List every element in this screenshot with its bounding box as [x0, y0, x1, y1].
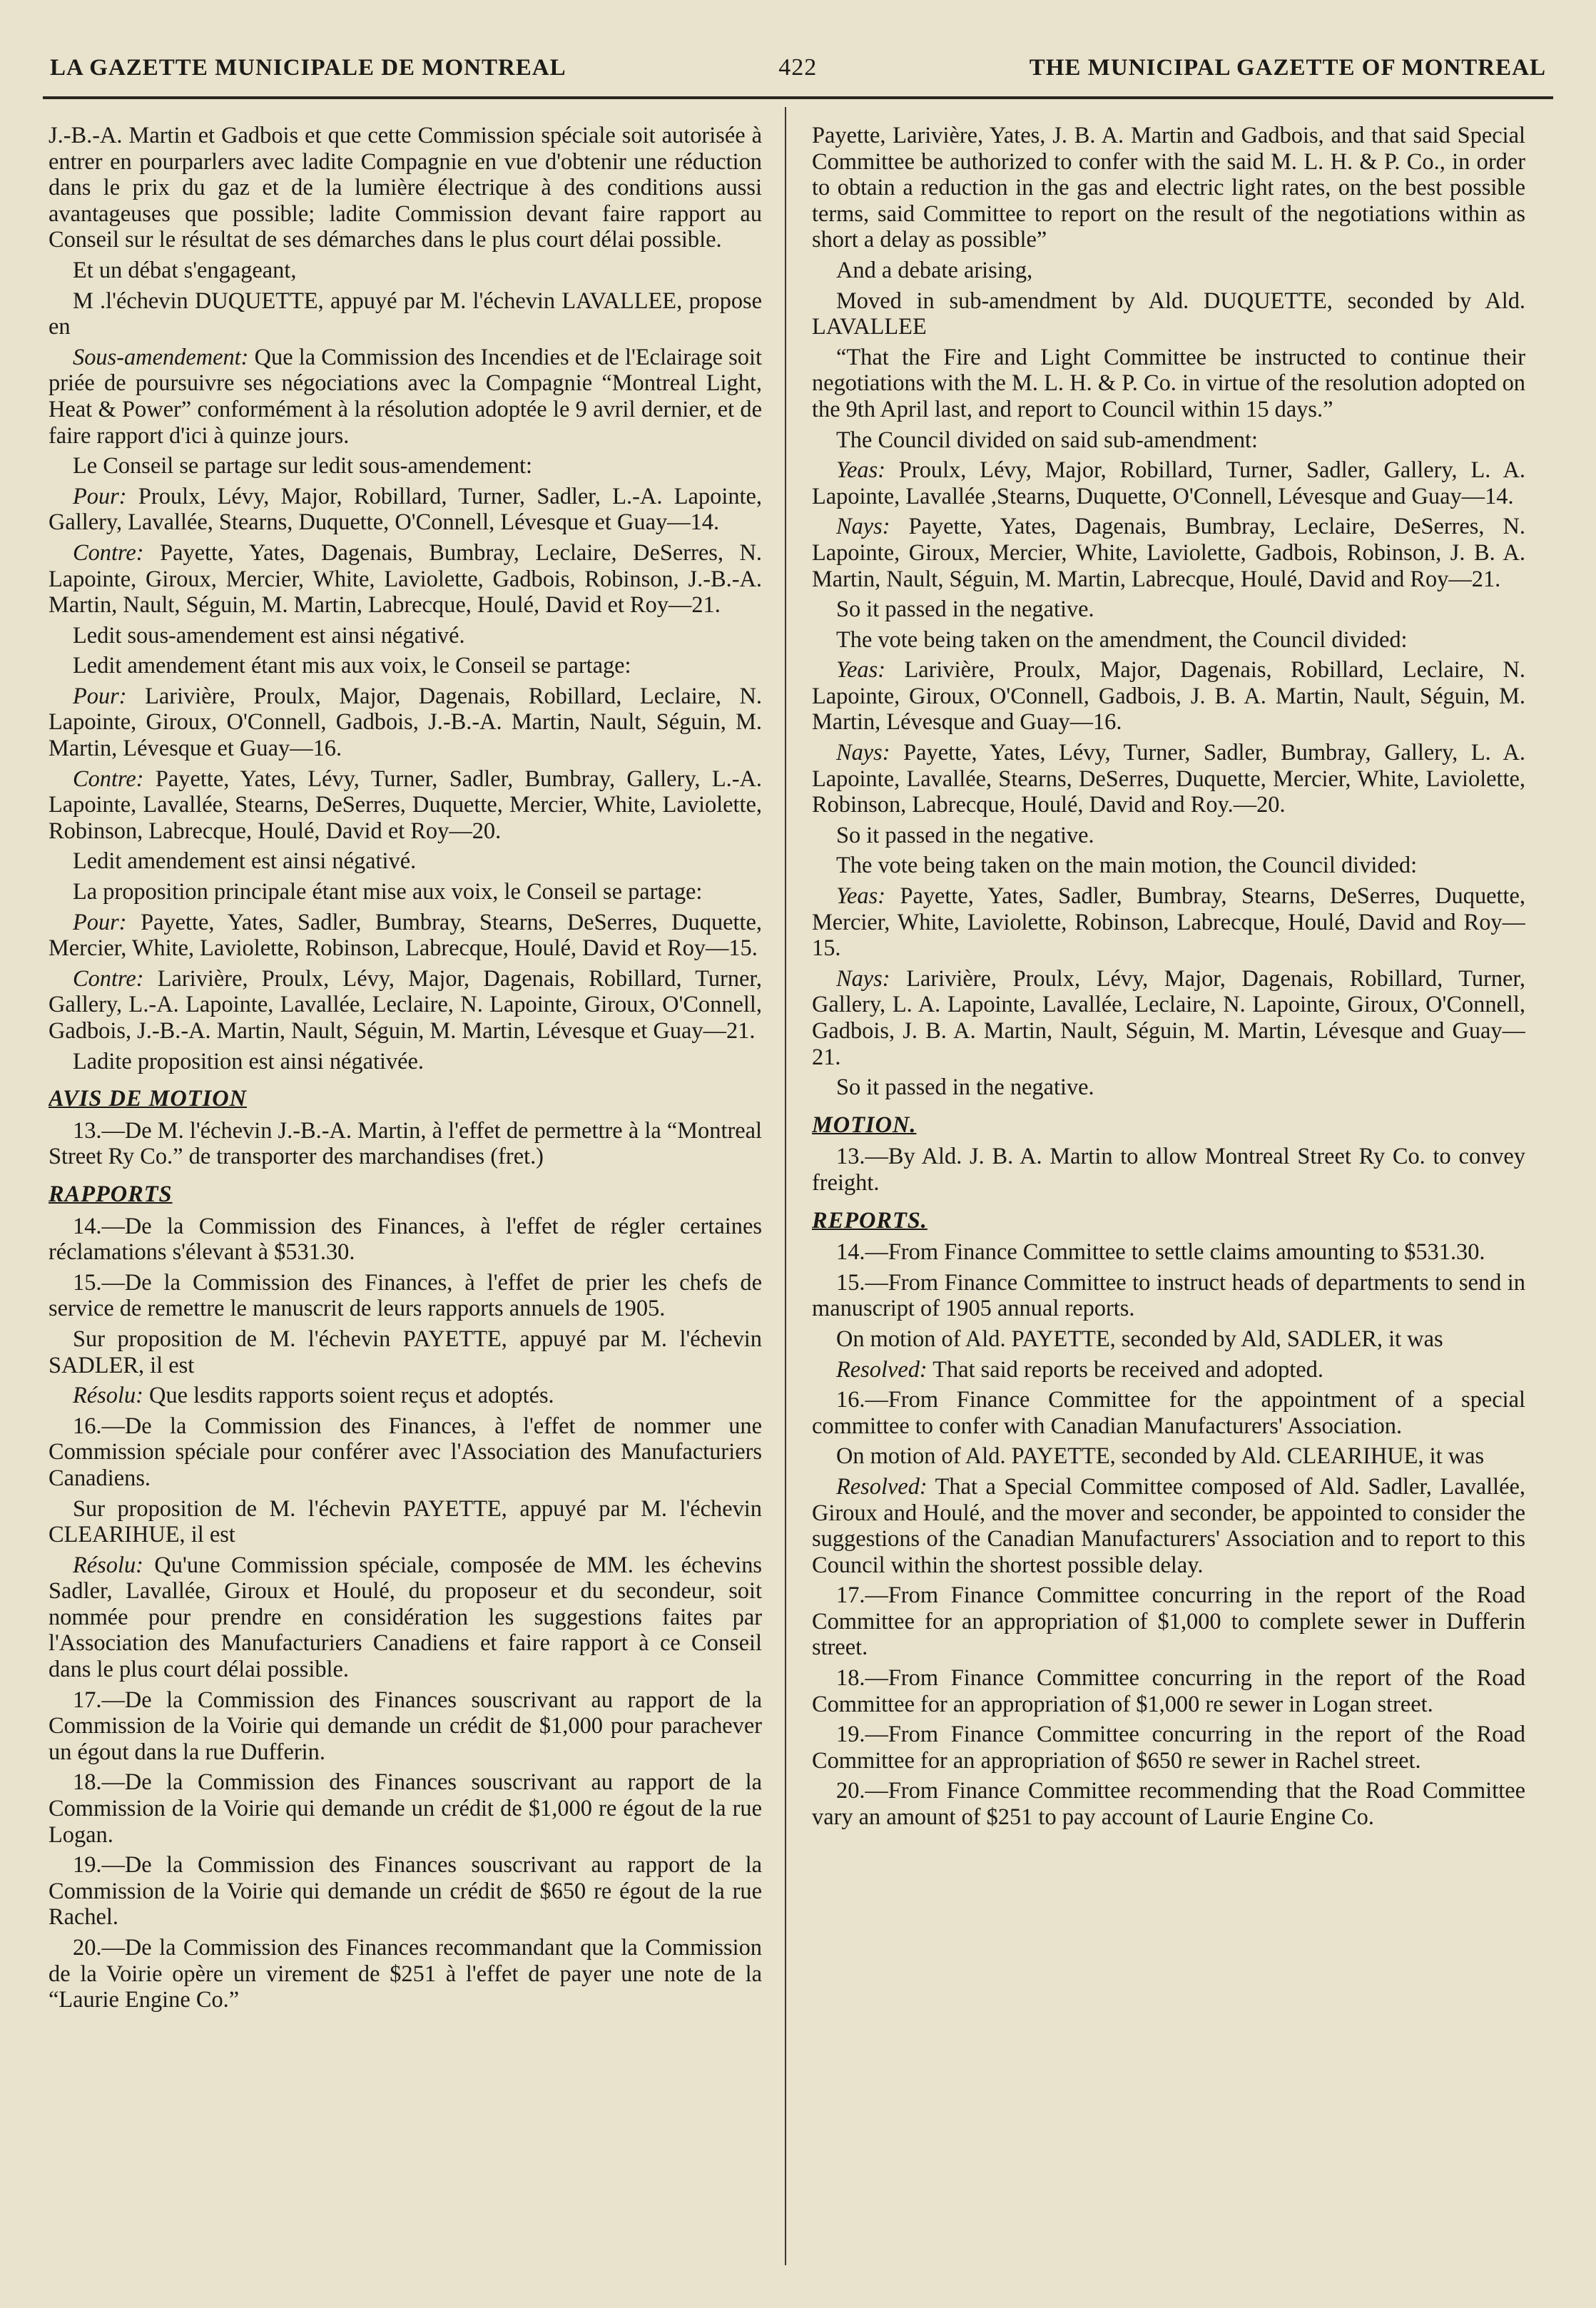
- vote-paragraph: [49, 540, 762, 619]
- paragraph: Le Conseil se partage sur ledit sous-amendement:: [73, 453, 533, 479]
- vote-paragraph: [49, 484, 762, 536]
- paragraph-text: Larivière, Proulx, Lévy, Major, Dagenais, Robillard, Turner, Gallery, L.-A. Lapointe, Lavallée, Leclaire, N. Lapointe, Giroux, O'Connell, Gadbois, J.-B.-A. Martin, Nault, Séguin, M. Martin, Lévesque et Guay—21.: [49, 965, 762, 1044]
- section-heading: RAPPORTS: [49, 1181, 173, 1207]
- paragraph: 15.—De la Commission des Finances, à l'effet de prier les chefs de service de remettre le manuscrit de leurs rapports annuels de 1905.: [49, 1269, 762, 1322]
- english-column: [812, 123, 1525, 2279]
- paragraph-lead-label: Contre:: [73, 539, 144, 566]
- paragraph: Moved in sub-amendment by Ald. DUQUETTE, seconded by Ald. LAVALLEE: [812, 288, 1525, 340]
- paragraph-lead-label: Pour:: [73, 683, 127, 709]
- paragraph-lead-label: Yeas:: [836, 457, 886, 484]
- paragraph: 18.—From Finance Committee concurring in the report of the Road Committee for an appropriation of $1,000 re sewer in Logan street.: [812, 1665, 1525, 1717]
- paragraph: La proposition principale étant mise aux voix, le Conseil se partage:: [73, 879, 703, 905]
- vote-paragraph: [49, 1383, 762, 1409]
- paragraph: Ledit sous-amendement est ainsi négativé.: [73, 622, 465, 649]
- header-left-title: LA GAZETTE MUNICIPALE DE MONTREAL: [50, 54, 566, 81]
- paragraph-text: Larivière, Proulx, Major, Dagenais, Robillard, Leclaire, N. Lapointe, Giroux, O'Connell, Gadbois, J. B. A. Martin, Nault, Séguin, M. Martin, Lévesque and Guay—16.: [812, 657, 1525, 736]
- paragraph-text: Payette, Yates, Sadler, Bumbray, Stearns, DeSerres, Duquette, Mercier, White, Laviolette, Robinson, Labrecque, Houlé, David and Roy—15.: [812, 883, 1525, 962]
- vote-paragraph: [49, 345, 762, 449]
- paragraph: So it passed in the negative.: [836, 822, 1094, 848]
- paragraph-lead-label: Pour:: [73, 909, 127, 935]
- paragraph: Ledit amendement étant mis aux voix, le Conseil se partage:: [73, 653, 631, 679]
- paragraph-text: Payette, Yates, Dagenais, Bumbray, Leclaire, DeSerres, N. Lapointe, Giroux, Mercier, White, Laviolette, Gadbois, Robinson, J.-B.-A. Martin, Nault, Séguin, M. Martin, Labrecque, Houlé, David et Roy—21.: [49, 539, 762, 619]
- paragraph: 17.—From Finance Committee concurring in the report of the Road Committee for an appropriation of $1,000 to complete sewer in Dufferin street.: [812, 1582, 1525, 1661]
- vote-paragraph: [49, 966, 762, 1044]
- paragraph: 13.—De M. l'échevin J.-B.-A. Martin, à l'effet de permettre à la “Montreal Street Ry Co.” de transporter des marchandises (fret.): [49, 1117, 762, 1170]
- paragraph-text: Larivière, Proulx, Major, Dagenais, Robillard, Leclaire, N. Lapointe, Giroux, O'Connell, Gadbois, J.-B.-A. Martin, Nault, Séguin, M. Martin, Lévesque et Guay—16.: [49, 683, 762, 762]
- paragraph-text: Qu'une Commission spéciale, composée de MM. les échevins Sadler, Lavallée, Giroux et Houlé, du proposeur et du secondeur, soit nommée pour prendre en considération les suggestions faites par l'Association des Manufacturiers Canadiens et faire rapport à ce Conseil dans le plus court délai possible.: [49, 1552, 762, 1683]
- paragraph-text: Proulx, Lévy, Major, Robillard, Turner, Sadler, Gallery, L. A. Lapointe, Lavallée ,Stearns, Duquette, O'Connell, Lévesque and Guay—14.: [812, 457, 1525, 509]
- paragraph: Ledit amendement est ainsi négativé.: [73, 848, 417, 875]
- paragraph-text: That said reports be received and adopted.: [927, 1356, 1323, 1383]
- paragraph: So it passed in the negative.: [836, 596, 1094, 623]
- paragraph: J.-B.-A. Martin et Gadbois et que cette Commission spéciale soit autorisée à entrer en pourparlers avec ladite Compagnie en vue d'obtenir une réduction dans le prix du gaz et de la lumière électrique à des conditions aussi avantageuses que possible; ladite Commission devant faire rapport au Conseil sur le résultat de ses démarches dans le plus court délai possible.: [49, 123, 762, 253]
- paragraph: 18.—De la Commission des Finances souscrivant au rapport de la Commission de la Voirie qui demande un crédit de $1,000 re égout de la rue Logan.: [49, 1769, 762, 1848]
- paragraph-text: Que la Commission des Incendies et de l'Eclairage soit priée de poursuivre ses négociations avec la Compagnie “Montreal Light, Heat & Power” conformément à la résolution adoptée le 9 avril dernier, et de faire rapport d'ici à quinze jours.: [49, 344, 762, 449]
- section-heading: AVIS DE MOTION: [49, 1086, 247, 1112]
- header-rule: [43, 96, 1553, 99]
- vote-paragraph: [49, 1552, 762, 1683]
- vote-paragraph: [812, 514, 1525, 592]
- paragraph-lead-label: Yeas:: [836, 883, 886, 910]
- vote-paragraph: [812, 740, 1525, 818]
- paragraph-lead-label: Résolu:: [73, 1552, 143, 1578]
- french-column: [49, 123, 762, 2279]
- paragraph: 20.—De la Commission des Finances recommandant que la Commission de la Voirie opère un virement de $251 à l'effet de payer une note de la “Laurie Engine Co.”: [49, 1935, 762, 2013]
- paragraph: 19.—From Finance Committee concurring in the report of the Road Committee for an appropriation of $650 re sewer in Rachel street.: [812, 1722, 1525, 1774]
- paragraph: And a debate arising,: [836, 257, 1033, 283]
- paragraph: The vote being taken on the amendment, the Council divided:: [836, 626, 1408, 653]
- vote-paragraph: [49, 683, 762, 762]
- paragraph-text: Larivière, Proulx, Lévy, Major, Dagenais, Robillard, Turner, Gallery, L. A. Lapointe, Lavallée, Leclaire, N. Lapointe, Giroux, O'Connell, Gadbois, J. B. A. Martin, Nault, Séguin, M. Martin, Lévesque and Guay—21.: [812, 965, 1525, 1070]
- paragraph: The vote being taken on the main motion, the Council divided:: [836, 853, 1418, 879]
- paragraph-lead-label: Résolu:: [73, 1383, 143, 1409]
- paragraph-lead-label: Resolved:: [836, 1473, 927, 1500]
- page-number: 422: [778, 54, 818, 81]
- column-divider: [785, 107, 786, 2265]
- paragraph: M .l'échevin DUQUETTE, appuyé par M. l'échevin LAVALLEE, propose en: [49, 288, 762, 340]
- paragraph-lead-label: Nays:: [836, 965, 890, 992]
- paragraph-text: That a Special Committee composed of Ald. Sadler, Lavallée, Giroux and Houlé, and the mover and seconder, be appointed to consider the suggestions of the Canadian Manufacturers' Association and to report to this Council within the shortest possible delay.: [812, 1473, 1525, 1578]
- vote-paragraph: [812, 457, 1525, 509]
- vote-paragraph: [812, 1357, 1525, 1383]
- paragraph-text: Proulx, Lévy, Major, Robillard, Turner, Sadler, L.-A. Lapointe, Gallery, Lavallée, Stearns, Duquette, O'Connell, Lévesque et Guay—14.: [49, 483, 762, 536]
- paragraph-text: Payette, Yates, Sadler, Bumbray, Stearns, DeSerres, Duquette, Mercier, White, Laviolette, Robinson, Labrecque, Houlé, David et Roy—15.: [49, 909, 762, 962]
- vote-paragraph: [812, 883, 1525, 962]
- paragraph: Payette, Larivière, Yates, J. B. A. Martin and Gadbois, and that said Special Committee be authorized to confer with the said M. L. H. & P. Co., in order to obtain a reduction in the gas and electric light rates, on the best possible terms, said Committee to report on the result of the negotiations within as short a delay as possible”: [812, 123, 1525, 253]
- vote-paragraph: [812, 966, 1525, 1070]
- section-heading: REPORTS.: [812, 1207, 927, 1234]
- paragraph: 16.—From Finance Committee for the appointment of a special committee to confer with Canadian Manufacturers' Association.: [812, 1387, 1525, 1439]
- paragraph: 15.—From Finance Committee to instruct heads of departments to send in manuscript of 1905 annual reports.: [812, 1269, 1525, 1322]
- paragraph-text: Payette, Yates, Lévy, Turner, Sadler, Bumbray, Gallery, L.-A. Lapointe, Lavallée, Stearns, DeSerres, Duquette, Mercier, White, Laviolette, Robinson, Labrecque, Houlé, David et Roy—20.: [49, 766, 762, 844]
- paragraph: On motion of Ald. PAYETTE, seconded by Ald. CLEARIHUE, it was: [836, 1443, 1485, 1470]
- paragraph-lead-label: Yeas:: [836, 657, 886, 683]
- paragraph: On motion of Ald. PAYETTE, seconded by Ald, SADLER, it was: [836, 1326, 1443, 1352]
- vote-paragraph: [49, 766, 762, 845]
- paragraph-text: Payette, Yates, Lévy, Turner, Sadler, Bumbray, Gallery, L. A. Lapointe, Lavallée, Stearns, DeSerres, Duquette, Mercier, White, Laviolette, Robinson, Labrecque, Houlé, David and Roy.—20.: [812, 740, 1525, 818]
- paragraph-text: Payette, Yates, Dagenais, Bumbray, Leclaire, DeSerres, N. Lapointe, Giroux, Mercier, White, Laviolette, Gadbois, Robinson, J. B. A. Martin, Nault, Séguin, M. Martin, Labrecque, Houlé, David and Roy—21.: [812, 514, 1525, 592]
- paragraph: 16.—De la Commission des Finances, à l'effet de nommer une Commission spéciale pour conférer avec l'Association des Manufacturiers Canadiens.: [49, 1413, 762, 1491]
- paragraph: 17.—De la Commission des Finances souscrivant au rapport de la Commission de la Voirie qui demande un crédit de $1,000 pour parachever un égout dans la rue Dufferin.: [49, 1687, 762, 1765]
- paragraph: Sur proposition de M. l'échevin PAYETTE, appuyé par M. l'échevin SADLER, il est: [49, 1326, 762, 1378]
- paragraph: 14.—From Finance Committee to settle claims amounting to $531.30.: [836, 1239, 1485, 1266]
- paragraph-lead-label: Sous-amendement:: [73, 344, 249, 370]
- paragraph: 19.—De la Commission des Finances souscrivant au rapport de la Commission de la Voirie qui demande un crédit de $650 re égout de la rue Rachel.: [49, 1852, 762, 1931]
- paragraph: Ladite proposition est ainsi négativée.: [73, 1048, 425, 1074]
- paragraph: “That the Fire and Light Committee be instructed to continue their negotiations with the M. L. H. & P. Co. in virtue of the resolution adopted on the 9th April last, and report to Council within 15 days.”: [812, 344, 1525, 422]
- header-right-title: THE MUNICIPAL GAZETTE OF MONTREAL: [1029, 54, 1546, 81]
- page-header: [50, 43, 1546, 93]
- paragraph: 20.—From Finance Committee recommending that the Road Committee vary an amount of $251 to pay account of Laurie Engine Co.: [812, 1778, 1525, 1831]
- paragraph: 14.—De la Commission des Finances, à l'effet de régler certaines réclamations s'élevant à $531.30.: [49, 1213, 762, 1266]
- paragraph: Et un débat s'engageant,: [73, 257, 297, 283]
- paragraph: Sur proposition de M. l'échevin PAYETTE, appuyé par M. l'échevin CLEARIHUE, il est: [49, 1495, 762, 1548]
- paragraph-lead-label: Nays:: [836, 740, 890, 766]
- paragraph: So it passed in the negative.: [836, 1074, 1094, 1101]
- paragraph: 13.—By Ald. J. B. A. Martin to allow Montreal Street Ry Co. to convey freight.: [812, 1144, 1525, 1196]
- paragraph-lead-label: Contre:: [73, 766, 144, 792]
- paragraph-lead-label: Nays:: [836, 514, 890, 540]
- paragraph: The Council divided on said sub-amendment:: [836, 427, 1259, 453]
- paragraph-lead-label: Contre:: [73, 965, 144, 992]
- paragraph-text: Que lesdits rapports soient reçus et adoptés.: [143, 1383, 554, 1409]
- paragraph-lead-label: Resolved:: [836, 1356, 927, 1383]
- paragraph-lead-label: Pour:: [73, 483, 127, 509]
- vote-paragraph: [812, 1474, 1525, 1578]
- section-heading: MOTION.: [812, 1112, 917, 1138]
- vote-paragraph: [49, 910, 762, 962]
- vote-paragraph: [812, 657, 1525, 736]
